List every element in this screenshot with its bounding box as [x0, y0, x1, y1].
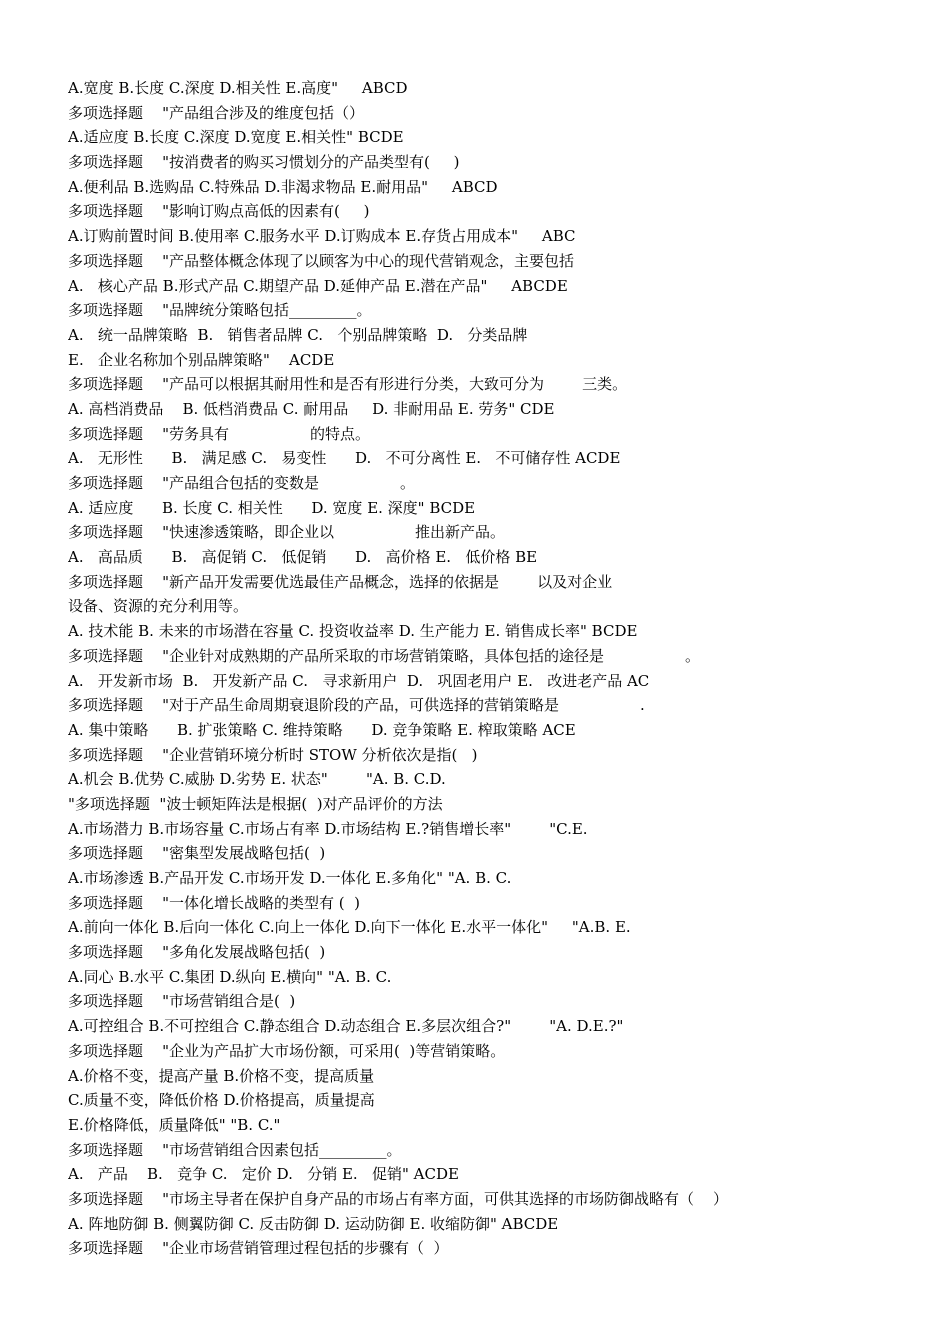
text-line: 多项选择题 "企业营销环境分析时 STOW 分析依次是指( )	[68, 745, 478, 764]
text-line: A. 高品质 B. 高促销 C. 低促销 D. 高价格 E. 低价格 BE	[68, 548, 538, 567]
text-line: A. 统一品牌策略 B. 销售者品牌 C. 个别品牌策略 D. 分类品牌	[68, 325, 528, 344]
text-line: A. 适应度 B. 长度 C. 相关性 D. 宽度 E. 深度" BCDE	[68, 498, 476, 517]
text-line: A.可控组合 B.不可控组合 C.静态组合 D.动态组合 E.多层次组合?" "A. D.E.?"	[68, 1017, 624, 1036]
text-line: A.宽度 B.长度 C.深度 D.相关性 E.高度" ABCD	[68, 79, 408, 97]
text-line: A.机会 B.优势 C.威胁 D.劣势 E. 状态" "A. B. C.D.	[68, 770, 446, 789]
text-line: A. 产品 B. 竞争 C. 定价 D. 分销 E. 促销" ACDE	[68, 1165, 459, 1184]
text-line: A. 开发新市场 B. 开发新产品 C. 寻求新用户 D. 巩固老用户 E. 改进老产品 AC	[68, 671, 650, 690]
text-line: 多项选择题 "一体化增长战略的类型有 ( )	[68, 893, 360, 912]
text-line: 多项选择题 "企业针对成熟期的产品所采取的市场营销策略，具体包括的途径是 。	[68, 646, 701, 665]
text-line: A.同心 B.水平 C.集团 D.纵向 E.横向" "A. B. C.	[68, 967, 392, 986]
text-line: A. 集中策略 B. 扩张策略 C. 维持策略 D. 竞争策略 E. 榨取策略 ACE	[68, 720, 576, 739]
text-line: 设备、资源的充分利用等。	[68, 597, 249, 616]
text-line: 多项选择题 "快速渗透策略，即企业以 推出新产品。	[68, 523, 506, 542]
text-line: A. 核心产品 B.形式产品 C.期望产品 D.延伸产品 E.潜在产品" ABCDE	[68, 276, 568, 295]
text-line: 多项选择题 "企业市场营销管理过程包括的步骤有（ ）	[68, 1239, 449, 1258]
text-line: E. 企业名称加个别品牌策略" ACDE	[68, 350, 335, 369]
text-line: 多项选择题 "影响订购点高低的因素有( )	[68, 202, 370, 221]
text-line: 多项选择题 "企业为产品扩大市场份额，可采用( )等营销策略。	[68, 1041, 506, 1060]
text-line: 多项选择题 "市场营销组合是( )	[68, 992, 296, 1011]
text-line: A.适应度 B.长度 C.深度 D.宽度 E.相关性" BCDE	[68, 128, 404, 147]
text-line: 多项选择题 "对于产品生命周期衰退阶段的产品，可供选择的营销策略是 .	[68, 696, 645, 715]
text-line: 多项选择题 "市场主导者在保护自身产品的市场占有率方面，可供其选择的市场防御战略有（ ）	[68, 1189, 729, 1208]
text-line: 多项选择题 "品牌统分策略包括_________。	[68, 301, 372, 320]
text-line: 多项选择题 "新产品开发需要优选最佳产品概念，选择的依据是 以及对企业	[68, 572, 613, 591]
text-line: A. 高档消费品 B. 低档消费品 C. 耐用品 D. 非耐用品 E. 劳务" CDE	[68, 399, 555, 418]
text-line: A. 技术能 B. 未来的市场潜在容量 C. 投资收益率 D. 生产能力 E. 销售成长率" BCDE	[68, 622, 638, 641]
text-line: 多项选择题 "多角化发展战略包括( )	[68, 943, 326, 962]
text-line: 多项选择题 "产品整体概念体现了以顾客为中心的现代营销观念，主要包括	[68, 251, 574, 270]
text-line: A.市场潜力 B.市场容量 C.市场占有率 D.市场结构 E.?销售增长率" "C.E.	[68, 819, 588, 838]
text-line: A.市场渗透 B.产品开发 C.市场开发 D.一体化 E.多角化" "A. B. C.	[68, 869, 512, 887]
text-line: A.价格不变，提高产量 B.价格不变，提高质量	[68, 1066, 375, 1085]
text-line: A.订购前置时间 B.使用率 C.服务水平 D.订购成本 E.存货占用成本" ABC	[68, 227, 576, 246]
text-line: 多项选择题 "产品组合包括的变数是 。	[68, 474, 416, 492]
text-line: C.质量不变，降低价格 D.价格提高，质量提高	[68, 1091, 375, 1110]
text-line: 多项选择题 "密集型发展战略包括( )	[68, 844, 326, 863]
text-line: E.价格降低，质量降低" "B. C."	[68, 1115, 281, 1134]
text-line: 多项选择题 "产品组合涉及的维度包括（）	[68, 103, 364, 122]
text-line: "多项选择题 "波士顿矩阵法是根据( )对产品评价的方法	[68, 794, 443, 813]
text-line: 多项选择题 "市场营销组合因素包括_________。	[68, 1140, 402, 1159]
text-line: 多项选择题 "按消费者的购买习惯划分的产品类型有( )	[68, 153, 460, 172]
text-line: 多项选择题 "劳务具有 的特点。	[68, 424, 371, 443]
text-line: A. 无形性 B. 满足感 C. 易变性 D. 不可分离性 E. 不可储存性 ACDE	[68, 449, 621, 468]
text-line: 多项选择题 "产品可以根据其耐用性和是否有形进行分类，大致可分为 三类。	[68, 375, 628, 394]
text-line: A. 阵地防御 B. 侧翼防御 C. 反击防御 D. 运动防御 E. 收缩防御" ABCDE	[68, 1214, 559, 1233]
document-page	[68, 76, 908, 1261]
text-line: A.前向一体化 B.后向一体化 C.向上一体化 D.向下一体化 E.水平一体化" "A.B. E.	[68, 918, 631, 937]
text-line: A.便利品 B.选购品 C.特殊品 D.非渴求物品 E.耐用品" ABCD	[68, 177, 498, 196]
